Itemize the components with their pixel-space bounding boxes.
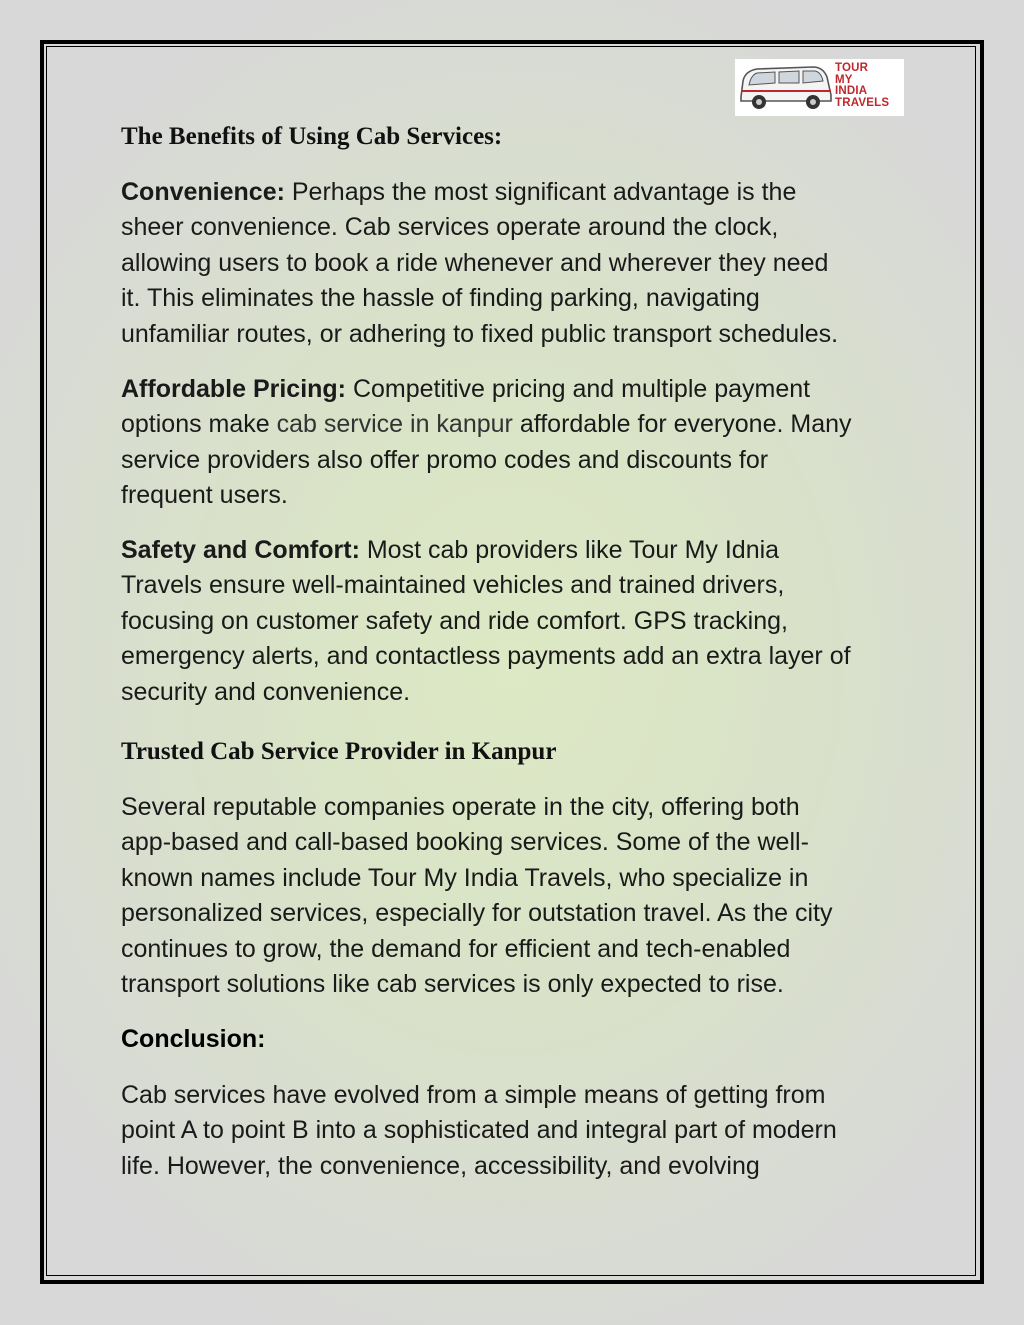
text-fragment: options make [121,410,277,439]
text-line: transport solutions like cab services is only expected to rise. [121,970,784,999]
text-line: known names include Tour My India Travels, who specialize in [121,863,809,892]
text-line: frequent users. [121,481,288,510]
tour-my-india-travels-logo [735,59,904,116]
label-safety-comfort: Safety and Comfort: [121,536,360,564]
text-line: point A to point B into a sophisticated and integral part of modern [121,1116,837,1145]
logo-line: MY [835,73,853,86]
logo-line: TOUR [835,62,869,74]
text-line: Several reputable companies operate in the city, offering both [121,793,800,821]
text-line: service providers also offer promo codes and discounts for [121,445,769,474]
text-line: focusing on customer safety and ride comfort. GPS tracking, [121,606,788,635]
heading-conclusion: Conclusion: [121,1025,266,1053]
heading-benefits: The Benefits of Using Cab Services: [121,123,503,150]
text-line: personalized services, especially for outstation travel. As the city [121,899,833,928]
paragraph-convenience [121,175,921,352]
paragraph-conclusion [121,1078,921,1184]
text-fragment: Most cab providers like Tour My Idnia [359,536,780,564]
heading-trusted-provider: Trusted Cab Service Provider in Kanpur [121,738,557,765]
text-line: Cab services have evolved from a simple means of getting from [121,1081,826,1109]
logo-line: INDIA [835,85,868,97]
text-fragment: Perhaps the most significant advantage is the [284,178,797,206]
text-line: emergency alerts, and contactless payments add an extra layer of [121,642,851,671]
text-line [121,407,921,442]
text-line: life. However, the convenience, accessibility, and evolving [121,1151,760,1180]
cab-service-kanpur-link[interactable]: cab service in kanpur [276,410,513,439]
text-line: it. This eliminates the hassle of finding parking, navigating [121,284,760,313]
text-line [121,175,921,210]
paragraph-affordable-pricing [121,372,921,514]
text-line: security and convenience. [121,677,411,706]
text-line: allowing users to book a ride whenever and wherever they need [121,248,829,277]
label-affordable-pricing: Affordable Pricing: [121,375,347,403]
text-fragment: Competitive pricing and multiple payment [346,375,811,403]
text-line: unfamiliar routes, or adhering to fixed public transport schedules. [121,319,839,348]
text-line [121,372,921,407]
text-line: Travels ensure well-maintained vehicles and trained drivers, [121,571,785,600]
text-line: continues to grow, the demand for efficient and tech-enabled [121,934,791,963]
text-line: app-based and call-based booking services. Some of the well- [121,828,809,857]
paragraph-providers [121,790,921,1002]
text-line: sheer convenience. Cab services operate around the clock, [121,213,779,242]
paragraph-safety-comfort [121,533,921,710]
text-line [121,533,921,568]
label-convenience: Convenience: [121,178,285,206]
logo-line: TRAVELS [835,96,890,109]
text-fragment: affordable for everyone. Many [512,410,852,439]
logo-wordmark [835,63,889,109]
